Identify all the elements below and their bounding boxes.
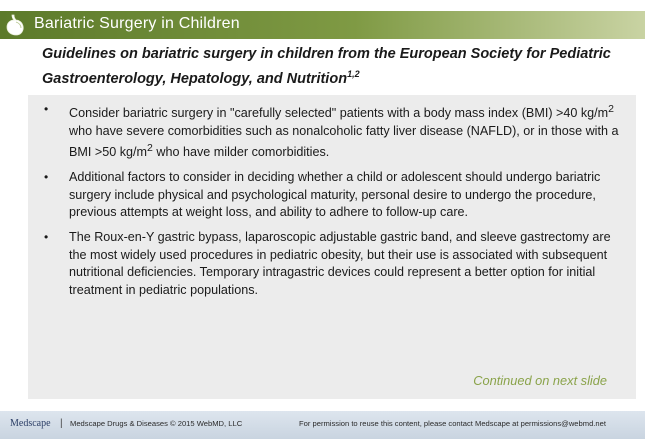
bullet-list — [40, 101, 630, 306]
subtitle-refs: 1,2 — [347, 69, 360, 79]
footer-copyright: Medscape Drugs & Diseases © 2015 WebMD, LLC — [70, 419, 243, 428]
superscript: 2 — [147, 142, 153, 155]
subtitle-text: Guidelines on bariatric surgery in children from the European Society for Pediatric Gastroenterology, Hepatology, and Nutrition — [42, 46, 611, 87]
footer-permission: For permission to reuse this content, please contact Medscape at permissions@webmd.net — [299, 419, 606, 428]
bullet-dot: • — [44, 102, 49, 116]
bullet-text: Additional factors to consider in deciding whether a child or adolescent should undergo bariatric surgery include physical and psychological maturity, personal desire to undergo the procedure, previous attempts at weight loss, and ability to adhere to follow-up care. — [69, 170, 601, 220]
medscape-logo: Medscape — [10, 418, 51, 429]
slide-subtitle — [42, 44, 627, 89]
bullet-text-part: who have milder comorbidities. — [152, 145, 330, 160]
bullet-text-part: Consider bariatric surgery in "carefully selected" patients with a body mass index (BMI) >40 kg/m — [69, 106, 609, 121]
bullet-item — [40, 229, 630, 299]
superscript: 2 — [608, 103, 615, 115]
bullet-item — [40, 101, 630, 162]
bullet-dot: • — [44, 170, 49, 185]
bullet-text: The Roux-en-Y gastric bypass, laparoscopic adjustable gastric band, and sleeve gastrectomy are the most widely used procedures in pediatric obesity, but their use is associated with subsequent nutritional deficiencies. Temporary intragastric devices could represent a better option for initial treatment in pediatric populations. — [69, 229, 611, 297]
bullet-text — [69, 101, 630, 162]
bullet-text-part: who have severe comorbidities such as nonalcoholic fatty liver disease (NAFLD), or in those with a BMI >50 kg/m — [69, 123, 619, 160]
page-title: Bariatric Surgery in Children — [34, 15, 240, 32]
bullet-item — [40, 169, 630, 222]
continued-note: Continued on next slide — [473, 373, 607, 388]
stomach-icon — [4, 14, 26, 36]
bullet-dot: • — [44, 229, 49, 244]
footer-divider: | — [60, 418, 63, 429]
